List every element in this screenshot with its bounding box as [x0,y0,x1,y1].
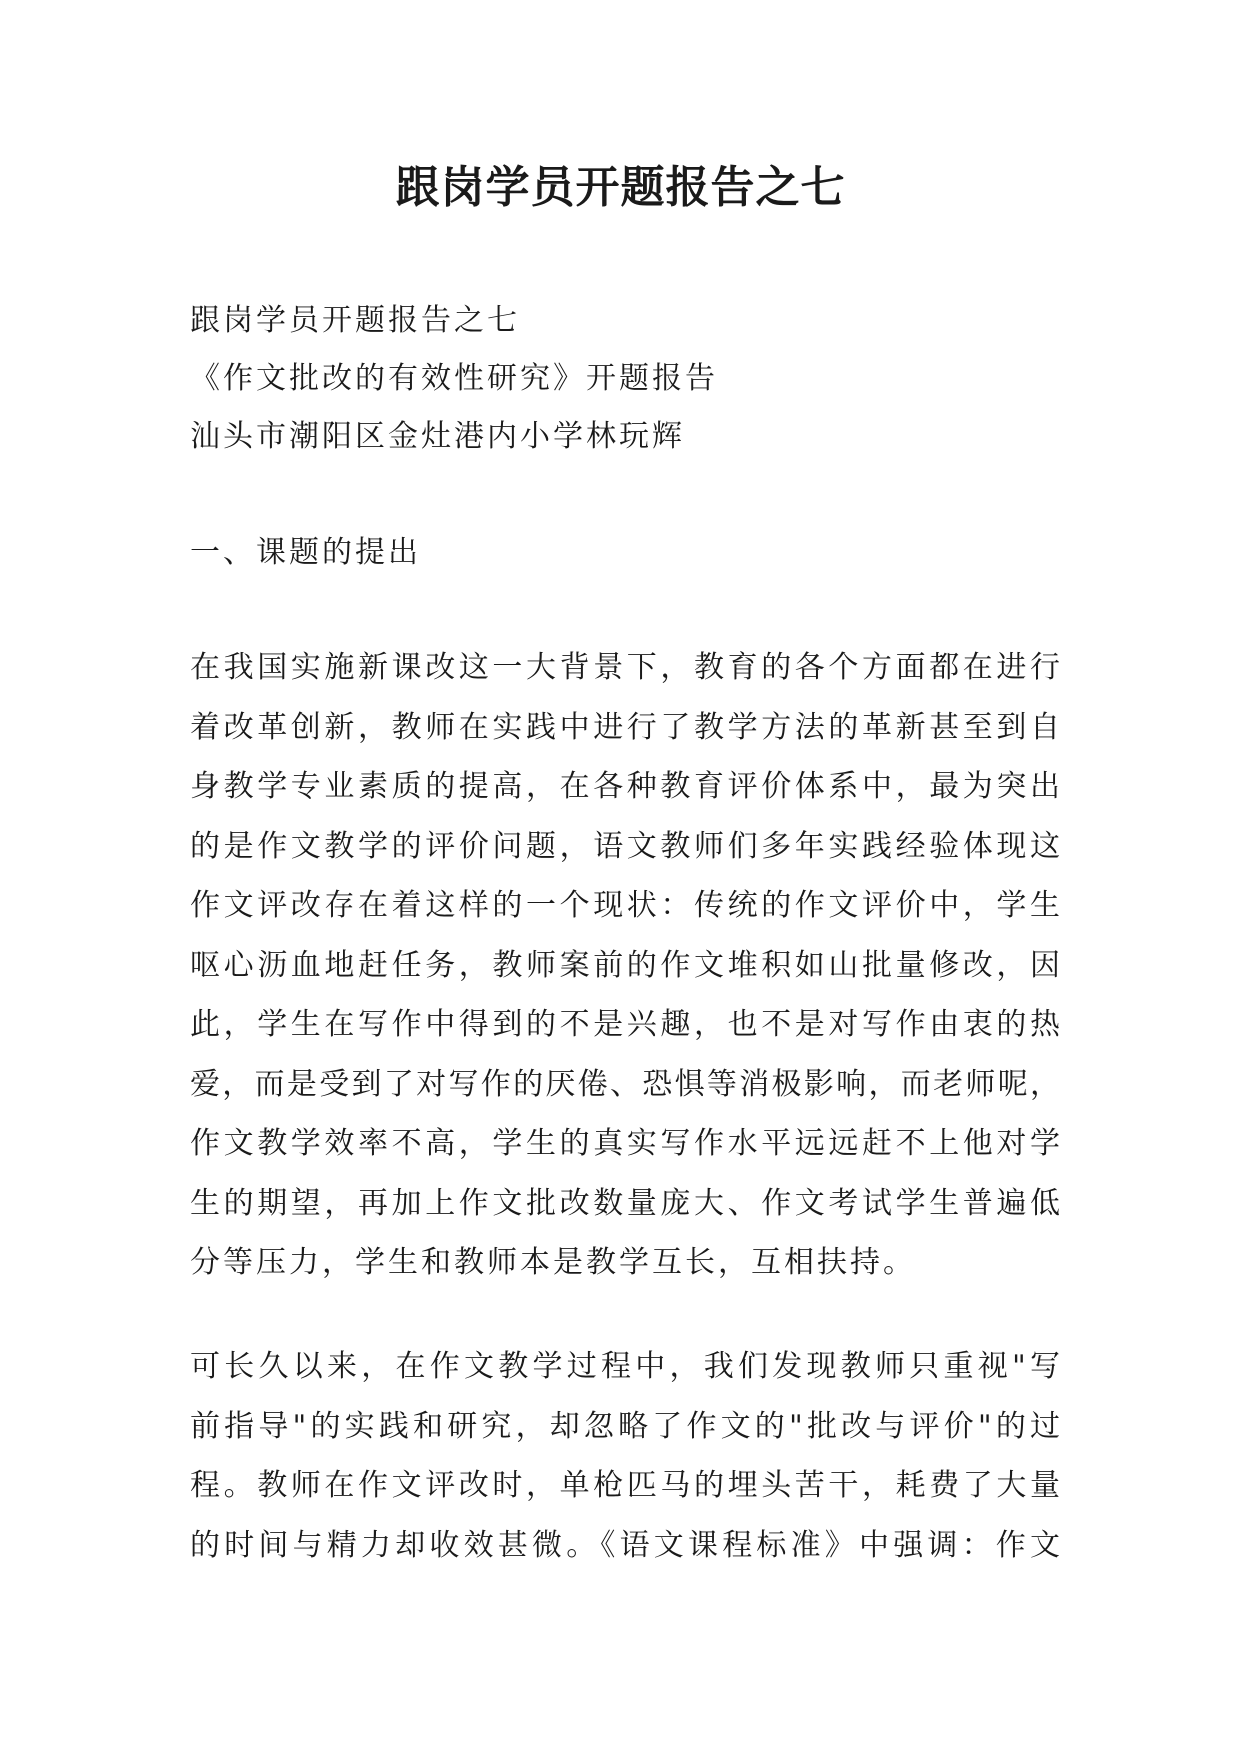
section-heading: 一、课题的提出 [190,535,421,570]
paragraph-line: 的时间与精力却收效甚微。《语文课程标准》中强调：作文 [190,1527,1060,1563]
paragraph-line: 前指导"的实践和研究，却忽略了作文的"批改与评价"的过 [190,1408,1060,1444]
paragraph-line: 作文评改存在着这样的一个现状：传统的作文评价中，学生 [190,888,1060,923]
document-title: 跟岗学员开题报告之七 [395,162,846,213]
meta-line-research-title: 《作文批改的有效性研究》开题报告 [190,361,718,396]
meta-line-author: 汕头市潮阳区金灶港内小学林玩辉 [190,419,685,454]
paragraph-line: 生的期望，再加上作文批改数量庞大、作文考试学生普遍低 [190,1185,1060,1221]
paragraph-line: 的是作文教学的评价问题，语文教师们多年实践经验体现这 [190,828,1060,864]
document-meta [190,292,1070,466]
paragraph-2 [190,1337,1060,1575]
paragraph-line: 分等压力，学生和教师本是教学互长，互相扶持。 [190,1245,916,1280]
meta-line-report-name: 跟岗学员开题报告之七 [190,303,520,338]
paragraph-line: 此，学生在写作中得到的不是兴趣，也不是对写作由衷的热 [190,1007,1060,1042]
paragraph-line: 可长久以来，在作文教学过程中，我们发现教师只重视"写 [190,1349,1060,1384]
paragraph-1 [190,638,1060,1293]
paragraph-line: 在我国实施新课改这一大背景下，教育的各个方面都在进行 [190,650,1060,685]
paragraph-line: 作文教学效率不高，学生的真实写作水平远远赶不上他对学 [190,1126,1060,1161]
paragraph-line: 爱，而是受到了对写作的厌倦、恐惧等消极影响，而老师呢， [190,1066,1060,1102]
paragraph-line: 程。教师在作文评改时，单枪匹马的埋头苦干，耗费了大量 [190,1468,1060,1503]
paragraph-line: 呕心沥血地赶任务，教师案前的作文堆积如山批量修改，因 [190,947,1060,983]
paragraph-line: 着改革创新，教师在实践中进行了教学方法的革新甚至到自 [190,709,1060,745]
paragraph-line: 身教学专业素质的提高，在各种教育评价体系中，最为突出 [190,769,1060,804]
